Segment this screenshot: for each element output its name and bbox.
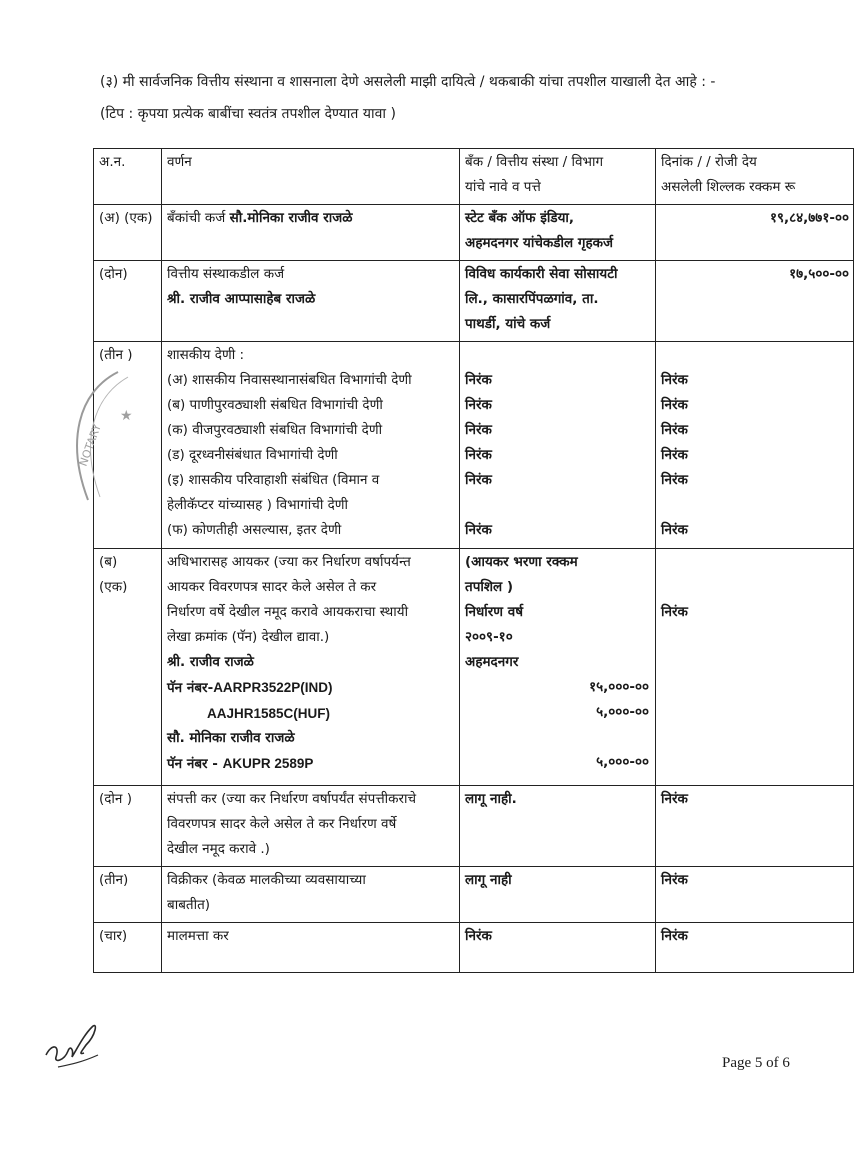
table-row	[94, 342, 854, 549]
row-desc: बँकांची कर्ज सौ.मोनिका राजीव राजळे	[162, 205, 460, 261]
stamp-text: NOTARY	[76, 422, 104, 469]
row-desc: विक्रीकर (केवळ मालकीच्या व्यवसायाच्या बाबतीत)	[162, 867, 460, 923]
table-row	[94, 261, 854, 342]
row-amount: निरंक	[656, 923, 854, 973]
header-desc: वर्णन	[162, 149, 460, 205]
page-number: Page 5 of 6	[722, 1055, 790, 1071]
header-sr: अ.न.	[94, 149, 162, 205]
section-note: (टिप : कृपया प्रत्येक बाबींचा स्वतंत्र तपशील देण्यात यावा )	[100, 106, 396, 122]
row-amount: निरंक	[656, 549, 854, 786]
row-bank: विविध कार्यकारी सेवा सोसायटी लि., कासारपिंपळगांव, ता. पाथर्डी, यांचे कर्ज	[460, 261, 656, 342]
row-sr: (तीन )	[94, 342, 162, 549]
row-sr: (चार)	[94, 923, 162, 973]
notary-stamp-mark	[58, 372, 138, 502]
row-amount: १९,८४,७७१-००	[656, 205, 854, 261]
income-tax-amount: १५,०००-००	[589, 679, 649, 695]
liabilities-table	[93, 148, 854, 973]
table-row	[94, 923, 854, 973]
row-desc: मालमत्ता कर	[162, 923, 460, 973]
row-bank: निरंक	[460, 923, 656, 973]
row-sr: (ब) (एक)	[94, 549, 162, 786]
row-amount: निरंक	[656, 867, 854, 923]
row-desc: वित्तीय संस्थाकडील कर्ज श्री. राजीव आप्पासाहेब राजळे	[162, 261, 460, 342]
handwritten-signature	[38, 1005, 108, 1085]
row-bank: निरंक निरंक निरंक निरंक निरंक निरंक	[460, 342, 656, 549]
income-tax-amount: ५,०००-००	[596, 704, 649, 720]
row-desc: शासकीय देणी : (अ) शासकीय निवासस्थानासंबधित विभागांची देणी (ब) पाणीपुरवठ्याशी संबधित विभागांची देणी (क) वीजपुरवठ्याशी संबधित विभागांची देणी (ड) दूरध्वनीसंबंधात विभागांची देणी (इ) शासकीय परिवाहाशी संबंधित (विमान व हेलीकॅप्टर यांच्यासह ) विभागांची देणी (फ) कोणतीही असल्यास, इतर देणी	[162, 342, 460, 549]
row-bank: (आयकर भरणा रक्कम तपशिल ) निर्धारण वर्ष २००९-१० अहमदनगर १५,०००-०० ५,०००-०० ५,०००-००	[460, 549, 656, 786]
row-desc: अधिभारासह आयकर (ज्या कर निर्धारण वर्षापर्यन्त आयकर विवरणपत्र सादर केले असेल ते कर निर्धारण वर्षे देखील नमूद करावे आयकराचा स्थायी लेखा क्रमांक (पॅन) देखील द्यावा.) श्री. राजीव राजळे पॅन नंबर-AARPR3522P(IND) AAJHR1585C(HUF) सौ. मोनिका राजीव राजळे पॅन नंबर - AKUPR 2589P	[162, 549, 460, 786]
section-heading: (३) मी सार्वजनिक वित्तीय संस्थाना व शासनाला देणे असलेली माझी दायित्वे / थकबाकी यांचा तपशील याखाली देत आहे : -	[100, 74, 716, 90]
row-sr: (दोन )	[94, 786, 162, 867]
row-amount: १७,५००-००	[656, 261, 854, 342]
table-header-row	[94, 149, 854, 205]
svg-text:★: ★	[120, 408, 133, 424]
row-bank: लागू नाही	[460, 867, 656, 923]
table-row	[94, 867, 854, 923]
row-desc: संपत्ती कर (ज्या कर निर्धारण वर्षापर्यंत संपत्तीकराचे विवरणपत्र सादर केले असेल ते कर निर्धारण वर्षे देखील नमूद करावे .)	[162, 786, 460, 867]
row-amount: निरंक निरंक निरंक निरंक निरंक निरंक	[656, 342, 854, 549]
table-row	[94, 786, 854, 867]
header-bank: बँक / वित्तीय संस्था / विभाग यांचे नावे व पत्ते	[460, 149, 656, 205]
row-bank: स्टेट बँक ऑफ इंडिया, अहमदनगर यांचेकडील गृहकर्ज	[460, 205, 656, 261]
row-sr: (अ) (एक)	[94, 205, 162, 261]
row-bank: लागू नाही.	[460, 786, 656, 867]
row-sr: (दोन)	[94, 261, 162, 342]
income-tax-amount: ५,०००-००	[596, 754, 649, 770]
table-row	[94, 205, 854, 261]
row-sr: (तीन)	[94, 867, 162, 923]
table-row	[94, 549, 854, 786]
row-amount: निरंक	[656, 786, 854, 867]
header-amount: दिनांक / / रोजी देय असलेली शिल्लक रक्कम रू	[656, 149, 854, 205]
